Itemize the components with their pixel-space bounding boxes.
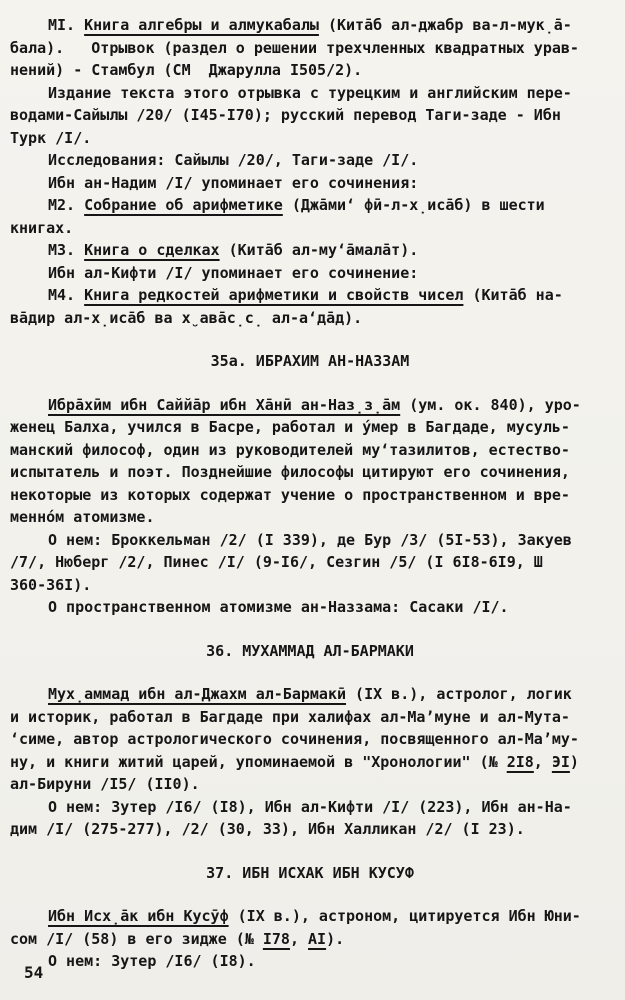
text-segment: ‘симе, автор астрологического сочинения, посвященного ал-Ма’му-: [10, 730, 579, 748]
text-line: [10, 928, 610, 951]
text-block: [10, 14, 610, 973]
text-segment: М3.: [48, 241, 85, 259]
text-segment: дим /I/ (275-277), /2/ (30, 33), Ибн Халликан /2/ (I 23).: [10, 820, 525, 838]
text-segment: (Кита̄б ал-му‘а̄мала̄т).: [219, 241, 419, 259]
text-line: [10, 484, 610, 507]
text-segment: (Кита̄б ал-джабр ва-л-мук̣а̄-: [318, 16, 572, 34]
text-segment: и историк, работал в Багдаде при халифах ал-Ма’муне и ал-Мута-: [10, 707, 570, 726]
text-line: [10, 728, 610, 751]
text-segment: испытатель и поэт. Позднейшие философы цитируют его сочинения,: [10, 463, 570, 481]
underlined-text: Книга редкостей арифметики и свойств чисел: [84, 286, 464, 304]
underlined-text: I78: [262, 929, 290, 948]
underlined-text: АI: [308, 929, 327, 948]
text-line: [10, 796, 610, 819]
underlined-text: 2I8: [506, 752, 534, 771]
text-line: [10, 394, 610, 417]
underlined-text: Книга о сделках: [84, 241, 220, 259]
page-number: 54: [24, 963, 44, 982]
text-line: [10, 172, 610, 195]
text-segment: ва̄дир ал-х̣иса̄б ва х̮ава̄с̣с̣ ал-а‘да̄д).: [10, 308, 363, 327]
text-segment: ): [569, 752, 579, 771]
text-segment: некоторые из которых содержат учение о пространственном и вре-: [10, 485, 570, 504]
text-segment: (Джа̄ми‘ фӣ-л-х̣иса̄б) в шести: [282, 196, 545, 214]
text-segment: М2.: [48, 196, 85, 214]
text-segment: (ум. ок. 840), уро-: [400, 395, 581, 414]
text-segment: О нем: Броккельман /2/ (I 339), де Бур /3/ (5I-53), Закуев: [48, 530, 572, 549]
underlined-text: Книга алгебры и алмукабалы: [84, 16, 319, 34]
text-line: [10, 14, 610, 37]
text-line: [10, 950, 610, 973]
text-segment: ну, и книги житий царей, упоминаемой в "Хронологии" (№: [10, 752, 507, 771]
text-segment: 360-36I).: [10, 575, 92, 594]
section-heading: 37. ИБН ИСХАК ИБН КУСУФ: [206, 863, 414, 882]
text-segment: МI.: [48, 16, 85, 34]
underlined-text: Мух̣аммад ибн ал-Джахм ал-Бармакӣ: [48, 685, 347, 703]
text-segment: Исследования: Сайылы /20/, Таги-заде /I/.: [48, 151, 419, 169]
underlined-text: Собрание об арифметике: [84, 196, 283, 214]
text-segment: М4.: [48, 286, 85, 304]
underlined-text: Ибн Исх̣а̄к ибн Кусӯф: [48, 907, 229, 925]
text-line: [10, 194, 610, 217]
text-line: [10, 262, 610, 285]
text-line: [10, 706, 610, 729]
text-segment: О нем: Зутер /I6/ (I8), Ибн ал-Кифти /I/ (223), Ибн ан-На-: [48, 797, 572, 816]
text-line: [10, 439, 610, 462]
text-line: [10, 82, 610, 105]
text-line: [10, 751, 610, 774]
underlined-text: ЭI: [551, 752, 570, 771]
text-segment: (IX в.), астролог, логик: [346, 685, 572, 703]
text-line: [10, 307, 610, 330]
text-segment: женец Балха, учился в Басре, работал и у́мер в Багдаде, мусуль-: [10, 418, 570, 436]
text-segment: менно́м атомизме.: [10, 508, 155, 526]
text-segment: /7/, Нюберг /2/, Пинес /I/ (9-I6/, Сезгин /5/ (I 6I8-6I9, Ш: [10, 553, 543, 571]
text-line: [10, 104, 610, 127]
text-segment: ,: [533, 752, 552, 771]
text-segment: нений) - Стамбул (СМ Джарулла I505/2).: [10, 61, 363, 79]
text-segment: книгах.: [10, 218, 74, 237]
text-line: [10, 574, 610, 597]
text-segment: водами-Сайылы /20/ (I45-I70); русский перевод Таги-заде - Ибн: [10, 106, 561, 124]
text-line: [10, 239, 610, 262]
text-line: [10, 773, 610, 796]
text-segment: О нем: Зутер /I6/ (I8).: [48, 952, 256, 970]
text-line: [10, 149, 610, 172]
text-segment: бала). Отрывок (раздел о решении трехчленных квадратных урав-: [10, 38, 579, 57]
text-segment: О пространственном атомизме ан-Наззама: Сасаки /I/.: [48, 598, 509, 616]
text-segment: ал-Бируни /I5/ (II0).: [10, 775, 200, 793]
text-line: [10, 127, 610, 150]
text-line: [10, 59, 610, 82]
text-line: [10, 529, 610, 552]
text-line: [10, 905, 610, 928]
text-line: [10, 818, 610, 841]
section-heading: 35а. ИБРАХИМ АН-НАЗЗАМ: [210, 352, 410, 370]
text-segment: Турк /I/.: [10, 128, 92, 147]
text-line: [10, 683, 610, 706]
text-line: [10, 37, 610, 60]
text-segment: Издание текста этого отрывка с турецким и английским пере-: [48, 83, 572, 102]
text-line: [10, 416, 610, 439]
text-segment: манский философ, один из руководителей му‘тазилитов, естество-: [10, 440, 570, 459]
text-segment: Ибн ан-Надим /I/ упоминает его сочинения:: [48, 173, 419, 192]
text-segment: (IX в.), астроном, цитируется Ибн Юни-: [228, 907, 581, 925]
text-line: [10, 506, 610, 529]
text-line: [10, 217, 610, 240]
text-line: [10, 551, 610, 574]
text-line: [10, 284, 610, 307]
text-segment: ,: [289, 929, 309, 948]
text-segment: (Кита̄б на-: [463, 286, 563, 304]
text-line: [10, 461, 610, 484]
text-segment: сом /I/ (58) в его зидже (№: [10, 929, 263, 948]
text-line: [10, 596, 610, 619]
text-segment: Ибн ал-Кифти /I/ упоминает его сочинение:: [48, 263, 419, 282]
text-segment: ).: [326, 929, 345, 948]
underlined-text: Ибра̄хӣм ибн Саййа̄р ибн Ха̄нӣ ан-Наз̣з̣а̄м: [48, 395, 401, 414]
section-heading: 36. МУХАММАД АЛ-БАРМАКИ: [206, 641, 414, 660]
